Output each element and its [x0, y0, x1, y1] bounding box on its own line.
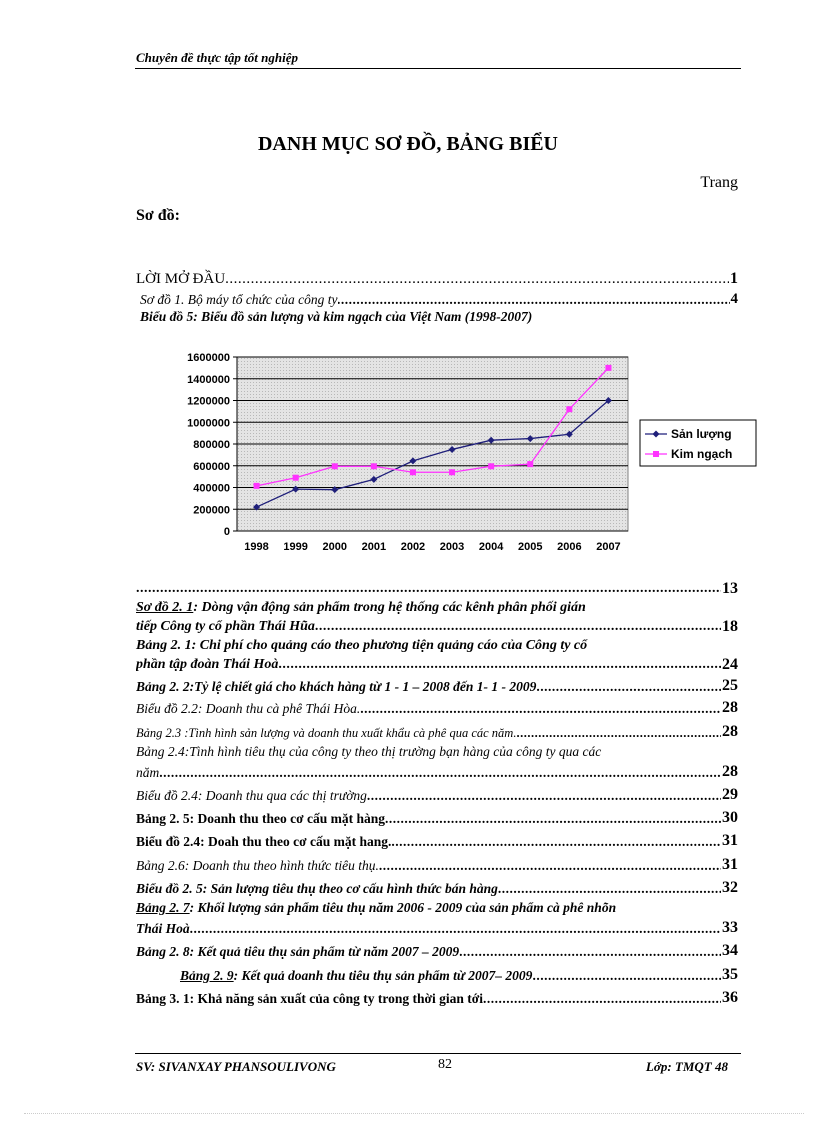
x-tick-label: 2003: [439, 541, 465, 553]
data-point: [371, 463, 377, 469]
chart-legend: [640, 420, 756, 466]
toc-entry-bieudo-2-4b: Biểu đồ 2.4: Doah thu theo cơ cấu mặt hang. ..... 31: [136, 831, 738, 850]
toc-entry-bieudo-2-2: Biểu đồ 2.2: Doanh thu cà phê Thái Hòa. ..... 28: [136, 698, 738, 717]
legend-label: Sản lượng: [671, 427, 732, 441]
footer-rule: [135, 1053, 741, 1054]
data-point: [410, 469, 416, 475]
data-point: [527, 461, 533, 467]
y-tick-label: 600000: [193, 460, 230, 473]
y-tick-label: 200000: [193, 504, 230, 517]
x-tick-label: 2005: [518, 541, 543, 553]
footer-class: Lớp: TMQT 48: [645, 1059, 728, 1074]
x-tick-label: 2004: [478, 541, 504, 553]
data-point: [449, 469, 455, 475]
plot-area: [187, 352, 628, 553]
toc-entry-bang-3-1: Bảng 3. 1: Khả năng sản xuất của công ty trong thời gian tới ..... 36: [136, 988, 738, 1007]
data-point: [293, 475, 299, 481]
x-tick-label: 2006: [557, 541, 582, 553]
toc-entry-bang-2-3: Bảng 2.3 :Tình hình sản lượng và doanh thu xuất khẩu cà phê qua các năm. ..... 28: [136, 722, 738, 741]
page-edge: [24, 1113, 804, 1114]
toc-entry-bang-2-8: Bảng 2. 8: Kết quả tiêu thụ sản phẩm từ năm 2007 – 2009 ..... 34: [136, 941, 738, 960]
toc-entry-bang-2-7: Bảng 2. 7: Khối lượng sản phẩm tiêu thụ năm 2006 - 2009 của sản phẩm cà phê nhõn Thái Hoà ..... 33: [136, 900, 738, 937]
page-column-label: Trang: [700, 174, 738, 191]
toc-top: [136, 269, 738, 325]
y-tick-label: 1000000: [187, 417, 230, 430]
y-tick-label: 1200000: [187, 395, 230, 408]
legend-marker: [653, 451, 659, 457]
x-tick-label: 2002: [400, 541, 426, 553]
section-label: Sơ đồ:: [136, 207, 180, 224]
toc-main: [136, 579, 738, 1007]
toc-entry-intro: LỜI MỞ ĐẦU ..... 1: [136, 269, 738, 288]
data-point: [488, 463, 494, 469]
toc-entry-sodo-2-1: Sơ đồ 2. 1: Dòng vận động sản phẩm trong hệ thống các kênh phân phối gián tiếp Công ty cổ phần Thái Hũa ..... 18: [136, 600, 738, 636]
data-point: [605, 365, 611, 371]
x-tick-label: 1999: [283, 541, 308, 553]
footer-student: SV: SIVANXAY PHANSOULIVONG: [136, 1059, 336, 1074]
y-tick-label: 0: [223, 526, 230, 538]
legend-label: Kim ngạch: [671, 447, 733, 461]
x-tick-label: 1998: [244, 541, 269, 553]
toc-entry-chart: ..... 13: [136, 579, 738, 598]
x-tick-label: 2007: [596, 541, 621, 553]
x-tick-label: 2001: [361, 541, 387, 553]
toc-entry-bieudo-2-5: Biểu đồ 2. 5: Sản lượng tiêu thụ theo cơ cấu hình thức bán hàng ..... 32: [136, 878, 738, 897]
toc-entry-bieudo-2-4: Biểu đồ 2.4: Doanh thu qua các thị trường ..... 29: [136, 785, 738, 804]
toc-entry-sodo-1: Sơ đồ 1. Bộ máy tổ chức của công ty ..... 4: [136, 290, 738, 308]
toc-entry-bang-2-5: Bảng 2. 5: Doanh thu theo cơ cấu mặt hàng ..... 30: [136, 808, 738, 827]
chart-caption: Biểu đồ 5: Biểu đồ sản lượng và kim ngạch của Việt Nam (1998-2007): [140, 309, 533, 325]
page-number: 82: [438, 1057, 452, 1072]
data-point: [254, 483, 260, 489]
line-chart: [160, 340, 760, 565]
footer: [136, 1059, 740, 1075]
toc-entry-bang-2-4: Bảng 2.4:Tình hình tiêu thụ của công ty theo thị trường bạn hàng của công ty qua các năm ..... 28: [136, 744, 738, 781]
toc-entry-bang-2-1: Bảng 2. 1: Chi phí cho quảng cáo theo phương tiện quảng cáo của Công ty cổ phần tập đoàn Thái Hoà ..... 24: [136, 638, 738, 674]
data-point: [566, 406, 572, 412]
y-tick-label: 800000: [193, 439, 230, 451]
y-tick-label: 1600000: [187, 352, 230, 364]
running-header: Chuyên đề thực tập tốt nghiệp: [136, 50, 298, 65]
y-tick-label: 1400000: [187, 373, 230, 386]
x-tick-label: 2000: [322, 541, 347, 553]
y-tick-label: 400000: [193, 482, 230, 495]
header-rule: [135, 68, 741, 69]
page-title: DANH MỤC SƠ ĐỒ, BẢNG BIỂU: [257, 133, 559, 155]
toc-entry-bang-2-9: Bảng 2. 9: Kết quả doanh thu tiêu thụ sản phẩm từ 2007– 2009 ..... 35: [136, 965, 738, 984]
toc-entry-bang-2-2: Bảng 2. 2:Tỷ lệ chiết giá cho khách hàng từ 1 - 1 – 2008 đến 1- 1 - 2009 ..... 25: [136, 676, 738, 695]
toc-entry-bang-2-6: Bảng 2.6: Doanh thu theo hình thức tiêu thụ. ..... 31: [136, 855, 738, 874]
data-point: [332, 463, 338, 469]
